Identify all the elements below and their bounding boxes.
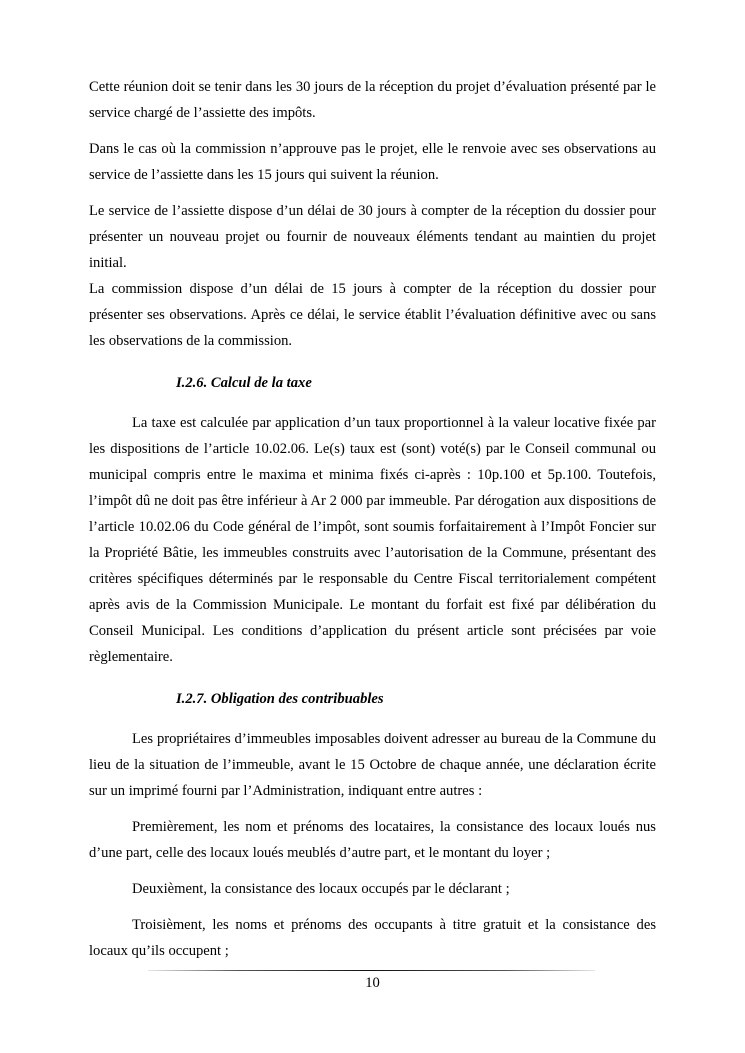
page-number: 10	[365, 975, 380, 991]
paragraph-reunion-delay: Cette réunion doit se tenir dans les 30 jours de la réception du projet d’évaluation présenté par le service chargé de l’assiette des impôts.	[89, 79, 656, 121]
paragraph-commission-refusal: Dans le cas où la commission n’approuve pas le projet, elle le renvoie avec ses observations au service de l’assiette dans les 15 jours qui suivent la réunion.	[89, 141, 656, 183]
section-heading-obligation-contribuables: I.2.7. Obligation des contribuables	[176, 691, 384, 707]
paragraph-declaration: Les propriétaires d’immeubles imposables doivent adresser au bureau de la Commune du lieu de la situation de l’immeuble, avant le 15 Octobre de chaque année, une déclaration écrite sur un imprimé fourni par l’Administration, indiquant entre autres :	[89, 731, 656, 799]
document-page	[89, 74, 656, 964]
paragraph-assiette-delay: Le service de l’assiette dispose d’un délai de 30 jours à compter de la réception du dossier pour présenter un nouveau projet ou fournir de nouveaux éléments tendant au maintien du projet initial.	[89, 203, 656, 271]
paragraph-troisiemement: Troisièment, les noms et prénoms des occupants à titre gratuit et la consistance des locaux qu’ils occupent ;	[89, 917, 656, 959]
paragraph-premierement: Premièrement, les nom et prénoms des locataires, la consistance des locaux loués nus d’une part, celle des locaux loués meublés d’autre part, et le montant du loyer ;	[89, 819, 656, 861]
paragraph-calcul-taxe: La taxe est calculée par application d’un taux proportionnel à la valeur locative fixée par les dispositions de l’article 10.02.06. Le(s) taux est (sont) voté(s) par le Conseil communal ou municipal compris entre le maxima et minima fixés ci-après : 10p.100 et 5p.100. Toutefois, l’impôt dû ne doit pas être inférieur à Ar 2 000 par immeuble. Par dérogation aux dispositions de l’article 10.02.06 du Code général de l’impôt, sont soumis forfaitairement à l’Impôt Foncier sur la Propriété Bâtie, les immeubles construits avec l’autorisation de la Commune, présentant des critères spécifiques déterminés par le responsable du Centre Fiscal territorialement compétent après avis de la Commission Municipale. Le montant du forfait est fixé par délibération du Conseil Municipal. Les conditions d’application du présent article sont précisées par voie règlementaire.	[89, 415, 656, 665]
footer-divider	[148, 970, 595, 971]
paragraph-commission-observations: La commission dispose d’un délai de 15 jours à compter de la réception du dossier pour présenter ses observations. Après ce délai, le service établit l’évaluation définitive avec ou sans les observations de la commission.	[89, 281, 656, 349]
paragraph-deuxiemement: Deuxièment, la consistance des locaux occupés par le déclarant ;	[132, 881, 510, 897]
section-heading-calcul-taxe: I.2.6. Calcul de la taxe	[176, 375, 312, 391]
